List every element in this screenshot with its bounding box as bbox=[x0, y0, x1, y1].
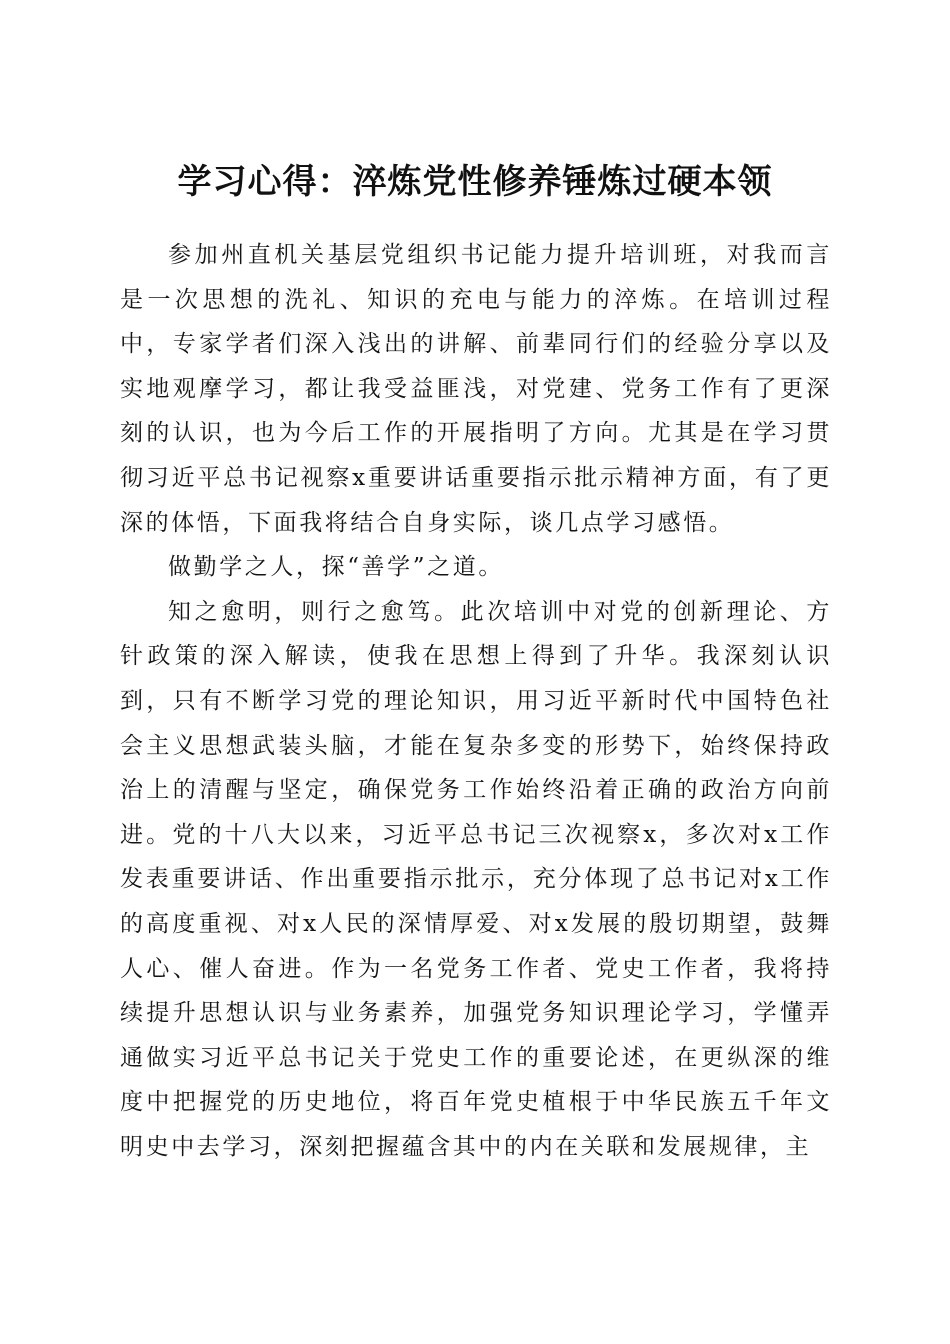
document-body bbox=[120, 233, 832, 1169]
paragraph-heading: 做勤学之人，探“善学”之道。 bbox=[168, 554, 504, 581]
document-title: 学习心得：淬炼党性修养锤炼过硬本领 bbox=[177, 161, 773, 202]
paragraph-intro: 参加州直机关基层党组织书记能力提升培训班，对我而言是一次思想的洗礼、知识的充电与能力的淬炼。在培训过程中，专家学者们深入浅出的讲解、前辈同行们的经验分享以及实地观摩学习，都让我受益匪浅，对党建、党务工作有了更深刻的认识，也为今后工作的开展指明了方向。尤其是在学习贯彻习近平总书记视察x重要讲话重要指示批示精神方面，有了更深的体悟，下面我将结合自身实际，谈几点学习感悟。 bbox=[120, 242, 832, 536]
paragraph-body: 知之愈明，则行之愈笃。此次培训中对党的创新理论、方针政策的深入解读，使我在思想上得到了升华。我深刻认识到，只有不断学习党的理论知识，用习近平新时代中国特色社会主义思想武装头脑，才能在复杂多变的形势下，始终保持政治上的清醒与坚定，确保党务工作始终沿着正确的政治方向前进。党的十八大以来，习近平总书记三次视察x，多次对x工作发表重要讲话、作出重要指示批示，充分体现了总书记对x工作的高度重视、对x人民的深情厚爱、对x发展的殷切期望，鼓舞人心、催人奋进。作为一名党务工作者、党史工作者，我将持续提升思想认识与业务素养，加强党务知识理论学习，学懂弄通做实习近平总书记关于党史工作的重要论述，在更纵深的维度中把握党的历史地位，将百年党史植根于中华民族五千年文明史中去学习，深刻把握蕴含其中的内在关联和发展规律，主 bbox=[120, 598, 832, 1160]
